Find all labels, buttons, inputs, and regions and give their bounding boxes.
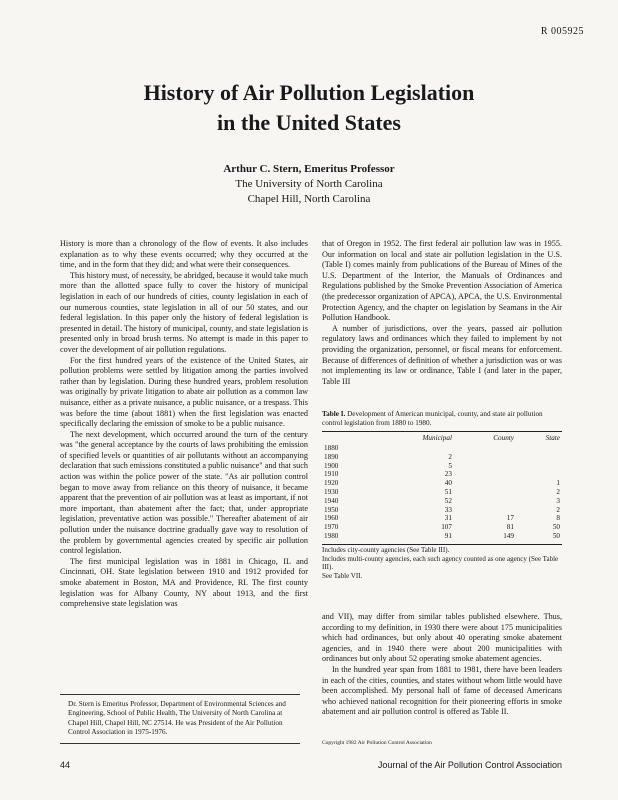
table-cell-year: 1970 — [324, 523, 339, 532]
table-cell: 149 — [503, 531, 514, 540]
table-cell — [454, 470, 516, 479]
table-cell: 17 — [506, 514, 514, 523]
paragraph: History is more than a chronology of the flow of events. It also includes explanation as to why these events occurred; why they occurred at the time, and in the form that they did; and what were their consequences. — [60, 239, 308, 270]
header-state: State — [545, 434, 560, 442]
table-footnote: Includes multi-county agencies, each such agency counted as one agency (See Table III). — [322, 554, 559, 572]
table-cell — [516, 462, 562, 471]
author-name: Arthur C. Stern, Emeritus Professor — [223, 163, 395, 175]
table-cell: 3 — [556, 496, 560, 505]
table-cell-year: 1920 — [324, 479, 339, 488]
table-cell-year: 1950 — [324, 505, 339, 514]
table-row — [322, 479, 562, 488]
table-row — [322, 514, 562, 523]
table-row — [322, 532, 562, 541]
page-number: 44 — [60, 760, 71, 770]
paragraph: The next development, which occurred around the turn of the century was "the general acceptance by the courts of laws prohibiting the emission of specified levels or quantities of air pollutants without an accompanying declaration that such emissions constituted a public nuisance" and that such action was within the police power of the state. "As air pollution control began to move away from reliance on this theory of nuisance, it became apparent that the prevention of air pollution was at least as important, if not more important, than abatement after the fact; that, under appropriate legislation, preventative action was possible." Thereafter abatement of air pollution under the nuisance doctrine gradually gave way to resolution of the problem by governmental agencies created by specific air pollution control legislation. — [60, 429, 308, 556]
table-cell: 51 — [444, 487, 452, 496]
table-cell-year: 1880 — [324, 444, 339, 452]
table-cell: 1 — [556, 479, 560, 488]
table-header-row — [322, 433, 562, 444]
table-cell: 5 — [448, 461, 452, 470]
table-cell: 107 — [441, 523, 452, 532]
table-row — [322, 470, 562, 479]
affiliation-university: The University of North Carolina — [235, 178, 383, 190]
table-cell — [516, 444, 562, 453]
table-cell-year: 1960 — [324, 514, 339, 523]
header-year — [322, 433, 370, 444]
title-line-1: History of Air Pollution Legislation — [143, 80, 475, 105]
table-cell: 50 — [552, 531, 560, 540]
paragraph: In the hundred year span from 1881 to 1981, there have been leaders in each of the cities, counties, and states without whom little would have been accomplished. My personal hall of fame of deceased Americans who achieved national recognition for their pioneering efforts in smoke abatement and air pollution control is offered as Table II. — [322, 664, 562, 717]
table-caption-text: Development of American municipal, county, and state air pollution control legislation from 1880 to 1980. — [322, 410, 543, 427]
table-footnote: See Table VII. — [322, 572, 363, 581]
table-caption — [322, 410, 562, 428]
table-cell: 8 — [556, 514, 560, 523]
table-row — [322, 488, 562, 497]
table-cell — [454, 506, 516, 515]
table-1 — [322, 410, 562, 581]
table-cell-year: 1890 — [324, 452, 339, 461]
table-cell: 33 — [444, 505, 452, 514]
copyright-notice: Copyright 1982 Air Pollution Control Association — [322, 740, 432, 746]
table-cell-year: 1980 — [324, 531, 339, 540]
table-cell — [370, 444, 454, 453]
table-footnote: Includes city-county agencies (See Table III). — [322, 545, 450, 554]
table-row — [322, 453, 562, 462]
table-row — [322, 444, 562, 453]
left-column-text — [60, 239, 308, 610]
header-municipal: Municipal — [422, 434, 452, 442]
journal-name: Journal of the Air Pollution Control Association — [377, 760, 562, 770]
table-cell: 2 — [556, 505, 560, 514]
table-cell: 2 — [556, 487, 560, 496]
table-cell-year: 1910 — [324, 470, 339, 479]
table-cell — [454, 453, 516, 462]
paragraph: This history must, of necessity, be abridged, because it would take much more than the allotted space fully to cover the history of municipal legislation in each of our hundreds of cities, county legislation in each of our numerous counties, state legislation in all of our 50 states, and our federal legislation. In this paper only the history of federal legislation is presented in detail. The history of municipal, county, and state legislation is presented only in broad brush terms. No attempt is made in this paper to cover the development of air pollution regulations. — [60, 270, 308, 354]
table-cell: 31 — [444, 514, 452, 523]
table-cell: 91 — [444, 531, 452, 540]
title-line-2: in the United States — [217, 110, 401, 135]
paragraph: For the first hundred years of the existence of the United States, air pollution problems were settled by litigation among the parties involved rather than by legislation. During these hundred years, problem resolution was originally by private litigation to abate air pollution as a common law nuisance, either as a private nuisance, a public nuisance, or a trespass. This was before the time (about 1881) when the first legislation was enacted specifically declaring the emission of smoke to be a public nuisance. — [60, 355, 308, 429]
table-cell-year: 1930 — [324, 487, 339, 496]
document-id: R 005925 — [540, 26, 584, 37]
paragraph: that of Oregon in 1952. The first federal air pollution law was in 1955. Our information on local and state air pollution legislation in the U.S. (Table I) comes mainly from publications of the Bureau of Mines of the U.S. Department of the Interior, the Manuals of Ordinances and Regulations published by the Smoke Prevention Association of America (the predecessor organization of APCA), APCA, the U.S. Environmental Protection Agency, and the chapter on legislation by Seamans in the Air Pollution Handbook. — [322, 239, 562, 323]
table-cell: 52 — [444, 496, 452, 505]
right-column-text — [322, 239, 562, 387]
table-top-rule — [322, 431, 562, 432]
table-row — [322, 462, 562, 471]
table-row — [322, 523, 562, 532]
table-cell — [516, 453, 562, 462]
table-body — [322, 444, 562, 541]
table-cell: 40 — [444, 479, 452, 488]
header-county: County — [493, 434, 514, 442]
table-row — [322, 497, 562, 506]
table-caption-label: Table I. — [322, 410, 346, 418]
author-bio-box: Dr. Stern is Emeritus Professor, Department of Environmental Sciences and Engineering, School of Public Health, The University of North Carolina at Chapel Hill, Chapel Hill, NC 27514. He was President of the Air Pollution Control Association in 1975-1976. — [60, 694, 300, 744]
table-cell-year: 1940 — [324, 496, 339, 505]
table-cell — [454, 462, 516, 471]
paragraph: A number of jurisdictions, over the years, passed air pollution regulatory laws and ordinances which they failed to implement by not providing the organization, personnel, or fiscal means for enforcement. Because of differences of definition of whether a jurisdiction was or was not implementing its law or ordinance, Table I (and later in the paper, Table III — [322, 323, 562, 386]
table-cell: 81 — [506, 523, 514, 532]
affiliation-location: Chapel Hill, North Carolina — [247, 193, 371, 205]
table-cell — [454, 479, 516, 488]
table-cell-year: 1900 — [324, 461, 339, 470]
table-cell: 23 — [444, 470, 452, 479]
right-column-continued — [322, 612, 562, 718]
table-cell — [454, 488, 516, 497]
table-row — [322, 506, 562, 515]
legislation-table — [322, 433, 562, 541]
table-cell — [454, 444, 516, 453]
table-cell: 2 — [448, 452, 452, 461]
table-cell — [454, 497, 516, 506]
table-cell: 50 — [552, 523, 560, 532]
table-cell — [516, 470, 562, 479]
table-bottom-rule — [322, 544, 562, 545]
paragraph: The first municipal legislation was in 1881 in Chicago, IL and Cincinnati, OH. State legislation between 1910 and 1912 provided for smoke abatement in Boston, MA and Providence, RI. The first county legislation was for Albany County, NY about 1913, and the first comprehensive state legislation was — [60, 556, 308, 609]
paragraph: and VII), may differ from similar tables published elsewhere. Thus, according to my definition, in 1930 there were about 175 municipalities which had ordinances, but only about 40 operating smoke abatement agencies, and in 1940 there were about 200 municipalities with ordinances but only about 52 operating smoke abatement agencies. — [322, 612, 562, 664]
